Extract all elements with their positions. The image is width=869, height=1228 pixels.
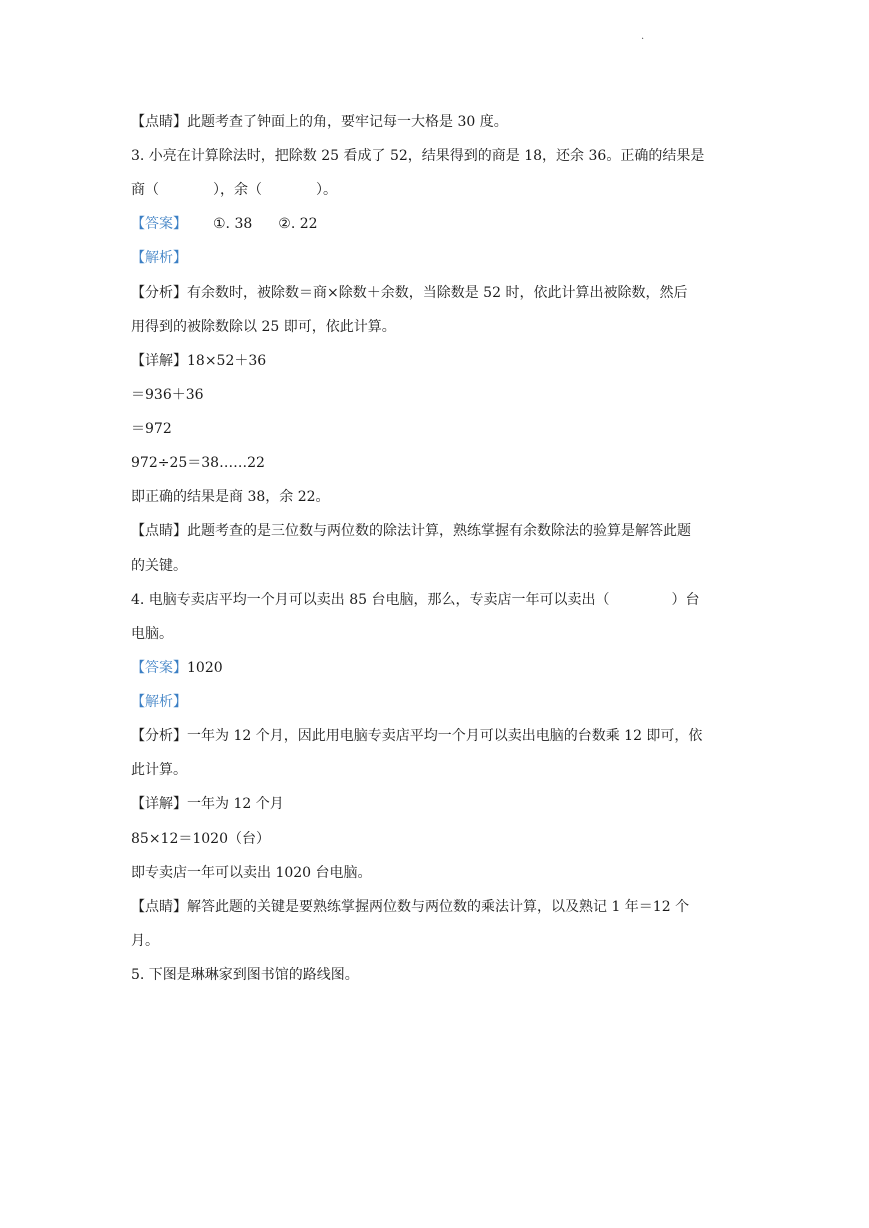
answer-value-1: ①. 38: [213, 216, 253, 232]
q3-answer: [131, 213, 318, 235]
answer-tag: 【答案】: [131, 216, 187, 232]
q4-fenxi-line-1: [131, 725, 702, 747]
q3-dianjing-line-2: 的关键。: [131, 558, 187, 574]
q3-fenxi-line-2: 用得到的被除数除以 25 即可，依此计算。: [131, 319, 396, 335]
fenxi-text: 一年为 12 个月，因此用电脑专卖店平均一个月可以卖出电脑的台数乘 12 即可，依: [187, 728, 703, 744]
q3-question-line-2: [131, 179, 337, 201]
xiangjie-tag: 【详解】: [131, 353, 187, 369]
q3-fenxi-line-1: [131, 282, 687, 304]
answer-tag: 【答案】: [131, 660, 187, 676]
q3-dianjing-line-1: [131, 520, 691, 542]
fenxi-text: 有余数时，被除数＝商×除数＋余数，当除数是 52 时，依此计算出被除数，然后: [187, 285, 688, 301]
fenxi-tag: 【分析】: [131, 285, 187, 301]
q4-question-end: ）台: [671, 592, 700, 608]
q3-jiexi-tag: 【解析】: [131, 250, 187, 266]
answer-value: 1020: [187, 660, 223, 676]
q4-dianjing-line-1: [131, 896, 689, 918]
q3-line-end: ）。: [316, 182, 337, 198]
q3-step-4: 972÷25＝38……22: [131, 455, 265, 471]
dianjing-text: 此题考查了钟面上的角，要牢记每一大格是 30 度。: [187, 114, 508, 130]
dianjing-tag: 【点睛】: [131, 114, 187, 130]
dianjing-text: 此题考查的是三位数与两位数的除法计算，熟练掌握有余数除法的验算是解答此题: [187, 523, 691, 539]
q3-step-2: ＝936＋36: [131, 387, 204, 403]
q3-xiangjie-line-1: [131, 350, 266, 372]
dianjing-tag: 【点睛】: [131, 899, 187, 915]
dianjing-tag: 【点睛】: [131, 523, 187, 539]
q4-question-line-1: [131, 589, 700, 611]
answer-value-2: ②. 22: [278, 216, 318, 232]
q4-answer: [131, 657, 223, 679]
xiangjie-text: 18×52＋36: [187, 353, 267, 369]
q4-question-line-2: 电脑。: [131, 626, 173, 642]
q4-xiangjie-line-1: [131, 793, 284, 815]
xiangjie-tag: 【详解】: [131, 796, 187, 812]
q2-dianjing: [131, 111, 508, 133]
page-mark: .: [641, 31, 645, 42]
fenxi-tag: 【分析】: [131, 728, 187, 744]
q4-question-text: 4. 电脑专卖店平均一个月可以卖出 85 台电脑，那么，专卖店一年可以卖出（: [131, 592, 610, 608]
q4-fenxi-line-2: 此计算。: [131, 762, 187, 778]
xiangjie-text: 一年为 12 个月: [187, 796, 284, 812]
q3-conclusion: 即正确的结果是商 38，余 22。: [131, 489, 330, 505]
q4-dianjing-line-2: 月。: [131, 933, 159, 949]
dianjing-text: 解答此题的关键是要熟练掌握两位数与两位数的乘法计算，以及熟记 1 年＝12 个: [187, 899, 690, 915]
q3-question-line-1: 3. 小亮在计算除法时，把除数 25 看成了 52，结果得到的商是 18，还余 36。正确的结果是: [131, 148, 705, 164]
q3-yu-label: ），余（: [213, 182, 262, 198]
q3-step-3: ＝972: [131, 421, 172, 437]
q3-shang-label: 商（: [131, 182, 159, 198]
q4-step-2: 85×12＝1020（台）: [131, 831, 270, 847]
q4-jiexi-tag: 【解析】: [131, 694, 187, 710]
q4-conclusion: 即专卖店一年可以卖出 1020 台电脑。: [131, 865, 372, 881]
q5-question-line-1: 5. 下图是琳琳家到图书馆的路线图。: [131, 967, 359, 983]
